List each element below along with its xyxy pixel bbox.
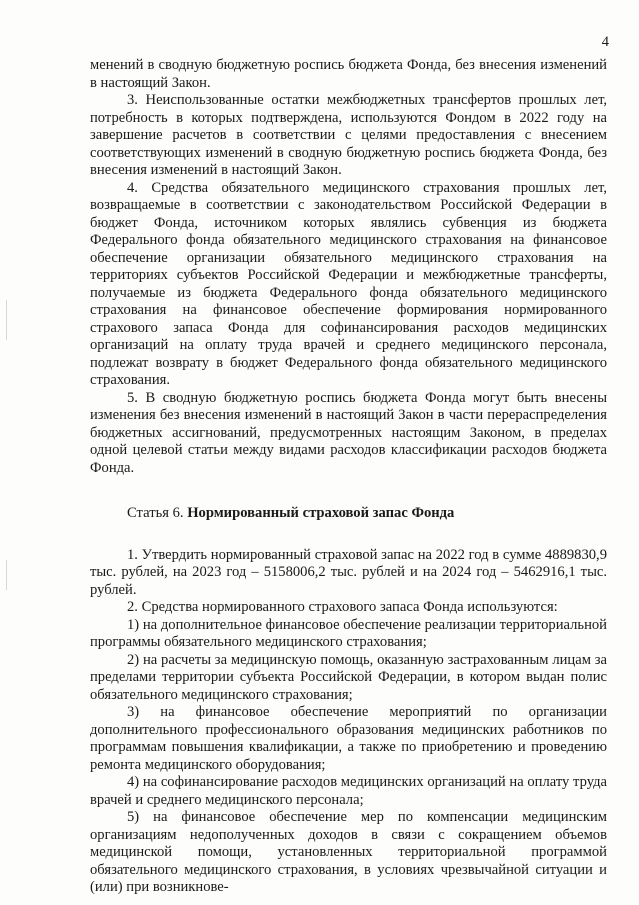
article6-paragraph-2: 2. Средства нормированного страхового запаса Фонда используются: xyxy=(127,599,558,615)
list-item: 1) на дополнительное финансовое обеспечение реализации территориальной программы обязательного медицинского страхования; xyxy=(90,616,607,650)
scan-edge-mark xyxy=(6,300,7,340)
paragraph-3: 3. Неиспользованные остатки межбюджетных трансфертов прошлых лет, потребность в которых подтверждена, используются Фондом в 2022 году на завершение расчетов в соответствии с целями предоставления с внесением соответствующих изменений в сводную бюджетную роспись бюджета Фонда, без внесения изменений в настоящий Закон. xyxy=(90,92,607,178)
list-item: 2) на расчеты за медицинскую помощь, оказанную застрахованным лицам за пределами территории субъекта Российской Федерации, в котором выдан полис обязательного медицинского страхования; xyxy=(90,651,607,703)
article-prefix: Статья 6. xyxy=(127,505,184,521)
list-item: 3) на финансовое обеспечение мероприятий по организации дополнительного профессионального образования медицинских работников по программам повышения квалификации, а также по приобретению и проведению ремонта медицинского оборудования; xyxy=(90,704,607,773)
paragraph-continuation: менений в сводную бюджетную роспись бюджета Фонда, без внесения изменений в настоящий Закон. xyxy=(90,57,607,91)
page-number: 4 xyxy=(601,34,609,50)
list-item: 4) на софинансирование расходов медицинских организаций на оплату труда врачей и среднего медицинского персонала; xyxy=(90,774,607,808)
article6-paragraph-1: 1. Утвердить нормированный страховой запас на 2022 год в сумме 4889830,9 тыс. рублей, на 2023 год – 5158006,2 тыс. рублей и на 2024 год – 5462916,1 тыс. рублей. xyxy=(90,546,607,598)
list-item: 5) на финансовое обеспечение мер по компенсации медицинским организациям недополученных доходов в связи с сокращением объемов медицинской помощи, установленных территориальной программой обязательного медицинского страхования, в условиях чрезвычайной ситуации и (или) при возникнове- xyxy=(90,809,607,895)
paragraph-4: 4. Средства обязательного медицинского страхования прошлых лет, возвращаемые в соответствии с законодательством Российской Федерации в бюджет Фонда, источником которых являлись субвенция из бюджета Федерального фонда обязательного медицинского страхования на финансовое обеспечение организации обязательного медицинского страхования на территориях субъектов Российской Федерации и межбюджетные трансферты, получаемые из бюджета Федерального фонда обязательного медицинского страхования на финансовое обеспечение формирования нормированного страхового запаса Фонда для софинансирования расходов медицинских организаций на оплату труда врачей и среднего медицинского персонала, подлежат возврату в бюджет Федерального фонда обязательного медицинского страхования. xyxy=(90,179,607,388)
scan-edge-mark xyxy=(6,560,7,590)
article-heading xyxy=(90,505,607,523)
paragraph-5: 5. В сводную бюджетную роспись бюджета Фонда могут быть внесены изменения без внесения изменений в настоящий Закон в части перераспределения бюджетных ассигнований, предусмотренных настоящим Законом, в пределах одной целевой статьи между видами расходов классификации расходов бюджета Фонда. xyxy=(90,389,607,476)
article-title: Нормированный страховой запас Фонда xyxy=(187,505,455,521)
document-body xyxy=(90,57,607,897)
